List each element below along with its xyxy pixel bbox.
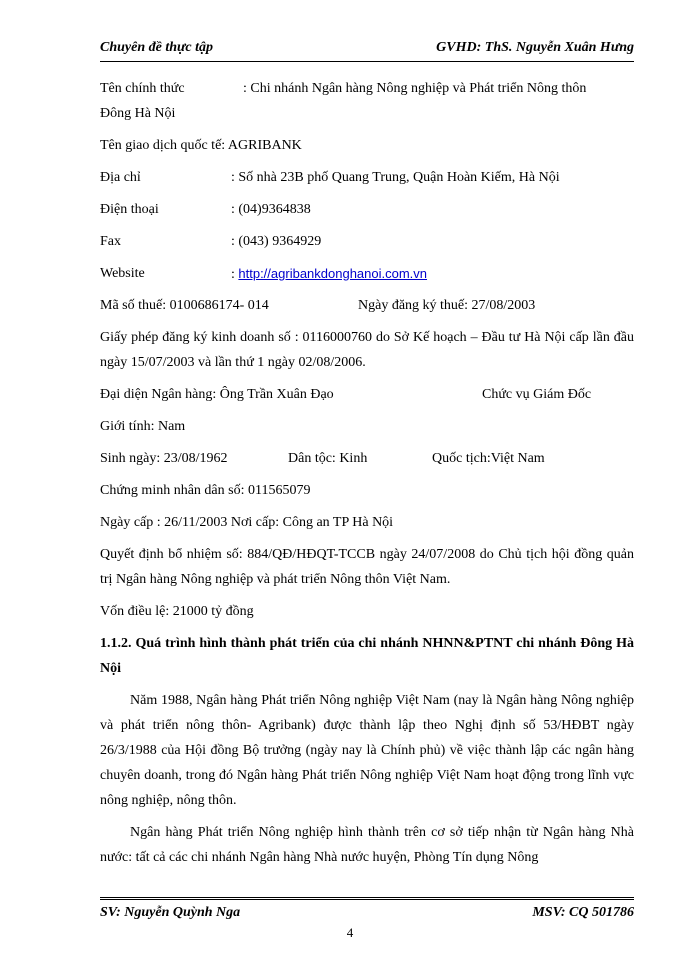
website-value — [231, 261, 427, 287]
phone-row — [100, 197, 634, 222]
page-footer — [100, 905, 634, 925]
header-rule — [100, 61, 634, 62]
document-body — [100, 76, 634, 877]
ethnicity: Dân tộc: Kinh — [288, 451, 368, 466]
header-advisor: GVHD: ThS. Nguyễn Xuân Hưng — [436, 40, 634, 55]
tax-code: Mã số thuế: 0100686174- 014 — [100, 298, 269, 313]
date-of-birth: Sinh ngày: 23/08/1962 — [100, 451, 228, 466]
gender: Giới tính: Nam — [100, 419, 186, 434]
fax-row — [100, 229, 634, 254]
official-name-value: : Chi nhánh Ngân hàng Nông nghiệp và Phát triển Nông thôn — [243, 81, 587, 96]
phone-label: Điện thoại — [100, 202, 159, 217]
address-value: : Số nhà 23B phố Quang Trung, Quận Hoàn Kiếm, Hà Nội — [231, 170, 560, 185]
fax-label: Fax — [100, 234, 121, 249]
intl-name: Tên giao dịch quốc tế: AGRIBANK — [100, 138, 302, 153]
phone-value: : (04)9364838 — [231, 202, 311, 217]
website-colon: : — [231, 267, 239, 282]
personal-row — [100, 446, 634, 471]
header-title: Chuyên đề thực tập — [100, 40, 214, 55]
history-paragraph-2: Ngân hàng Phát triển Nông nghiệp hình thành trên cơ sở tiếp nhận từ Ngân hàng Nhà nước: tất cả các chi nhánh Ngân hàng Nhà nước huyện, Phòng Tín dụng Nông — [100, 825, 634, 865]
website-link[interactable]: http://agribankdonghanoi.com.vn — [238, 266, 428, 281]
id-number: Chứng minh nhân dân số: 011565079 — [100, 483, 311, 498]
business-license: Giấy phép đăng ký kinh doanh số : 0116000760 do Sở Kế hoạch – Đầu tư Hà Nội cấp lần đầu ngày 15/07/2003 và lần thứ 1 ngày 02/08/2006. — [100, 330, 634, 370]
history-paragraph-1: Năm 1988, Ngân hàng Phát triển Nông nghiệp Việt Nam (nay là Ngân hàng Nông nghiệp và phát triển nông thôn- Agribank) được thành lập theo Nghị định số 53/HĐBT ngày 26/3/1988 của Hội đồng Bộ trưởng (ngày nay là Chính phủ) về việc thành lập các ngân hàng chuyên doanh, trong đó Ngân hàng Phát triển Nông nghiệp Việt Nam hoạt động trong lĩnh vực nông nghiệp, nông thôn. — [100, 693, 634, 808]
charter-capital: Vốn điều lệ: 21000 tỷ đồng — [100, 604, 254, 619]
representative: Đại diện Ngân hàng: Ông Trần Xuân Đạo — [100, 387, 334, 402]
website-row — [100, 261, 634, 286]
representative-position: Chức vụ Giám Đốc — [482, 387, 592, 402]
page-number: 4 — [346, 925, 354, 940]
section-heading: 1.1.2. Quá trình hình thành phát triển của chi nhánh NHNN&PTNT chi nhánh Đông Hà Nội — [100, 636, 634, 676]
address-row — [100, 165, 634, 190]
fax-value: : (043) 9364929 — [231, 234, 322, 249]
nationality: Quốc tịch:Việt Nam — [432, 451, 545, 466]
id-issue: Ngày cấp : 26/11/2003 Nơi cấp: Công an TP Hà Nội — [100, 515, 394, 530]
footer-student: SV: Nguyễn Quỳnh Nga — [100, 905, 241, 920]
tax-date: Ngày đăng ký thuế: 27/08/2003 — [358, 298, 536, 313]
official-name-cont: Đông Hà Nội — [100, 106, 176, 121]
website-label: Website — [100, 266, 145, 281]
official-name-row — [100, 76, 634, 101]
official-name-label: Tên chính thức — [100, 81, 185, 96]
address-label: Địa chỉ — [100, 170, 141, 185]
page-header — [100, 40, 634, 60]
tax-row — [100, 293, 634, 318]
representative-row — [100, 382, 634, 407]
footer-rule — [100, 897, 634, 900]
appointment-decision: Quyết định bổ nhiệm số: 884/QĐ/HĐQT-TCCB ngày 24/07/2008 do Chủ tịch hội đồng quản trị Ngân hàng Nông nghiệp và phát triển Nông thôn Việt Nam. — [100, 547, 634, 587]
footer-student-id: MSV: CQ 501786 — [532, 905, 634, 920]
